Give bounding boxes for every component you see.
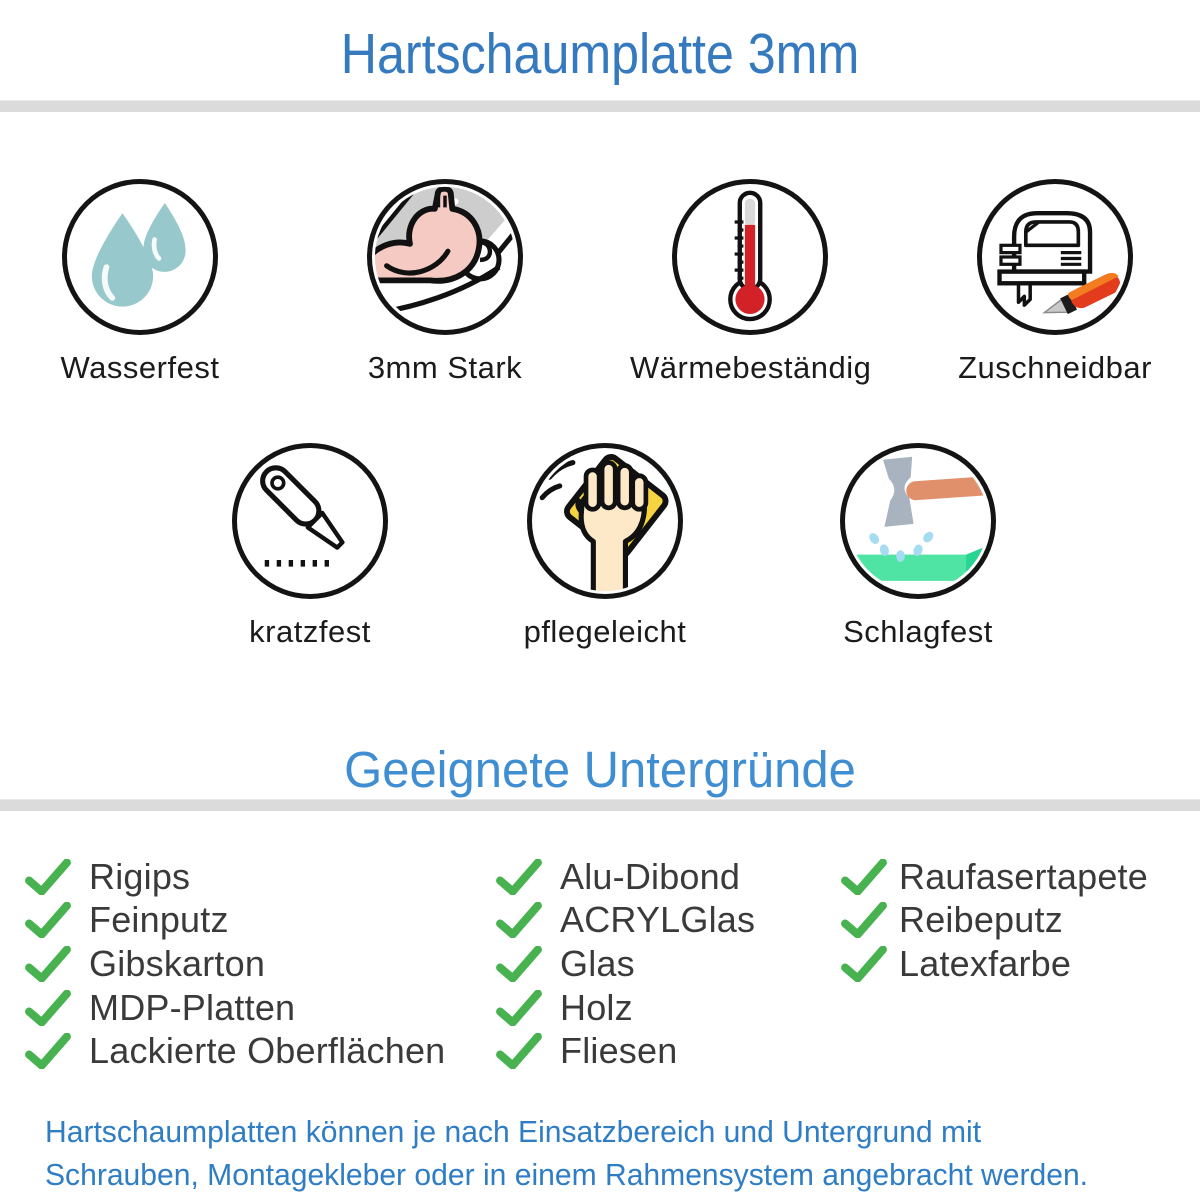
substrate-label: Latexfarbe — [899, 942, 1072, 984]
page-title: Hartschaumplatte 3mm — [340, 22, 860, 86]
checkmark-icon — [841, 946, 887, 982]
feature-waermebestaendig — [630, 179, 870, 386]
feature-label: pflegeleicht — [523, 614, 687, 649]
list-item — [496, 855, 755, 899]
checkmark-icon — [496, 902, 542, 938]
substrate-column-2 — [496, 855, 755, 1073]
utility-knife-icon — [232, 443, 388, 599]
checkmark-icon — [496, 946, 542, 982]
feature-label: Zuschneidbar — [958, 350, 1152, 385]
checkmark-icon — [25, 1033, 71, 1069]
list-item — [25, 1029, 445, 1073]
checkmark-icon — [496, 1033, 542, 1069]
list-item — [25, 855, 445, 899]
substrate-label: Gibskarton — [89, 942, 266, 984]
list-item — [496, 986, 755, 1030]
checkmark-icon — [841, 902, 887, 938]
checkmark-icon — [25, 902, 71, 938]
checkmark-icon — [25, 859, 71, 895]
section-title: Geeignete Untergründe — [344, 741, 856, 798]
feature-label: kratzfest — [249, 614, 371, 649]
list-item — [841, 899, 1148, 943]
water-drops-icon — [62, 179, 218, 335]
hand-cloth-icon — [527, 443, 683, 599]
mounting-note-line1: Hartschaumplatten können je nach Einsatzbereich und Untergrund mit — [45, 1114, 982, 1149]
feature-zuschneidbar — [935, 179, 1175, 386]
substrate-label: Holz — [560, 986, 633, 1028]
substrate-label: MDP-Platten — [89, 986, 296, 1028]
substrate-label: Raufasertapete — [899, 855, 1148, 897]
feature-label: Wasserfest — [60, 350, 220, 385]
checkmark-icon — [496, 990, 542, 1026]
mounting-note-line2: Schrauben, Montagekleber oder in einem Rahmensystem angebracht werden. — [45, 1157, 1089, 1192]
thermometer-icon — [672, 179, 828, 335]
checkmark-icon — [25, 990, 71, 1026]
list-item — [841, 855, 1148, 899]
list-item — [496, 942, 755, 986]
list-item — [496, 899, 755, 943]
feature-label: 3mm Stark — [367, 350, 523, 385]
divider-bar-top — [0, 100, 1200, 112]
feature-wasserfest — [20, 179, 260, 386]
substrate-label: Lackierte Oberflächen — [89, 1030, 446, 1072]
list-item — [25, 899, 445, 943]
list-item — [841, 942, 1148, 986]
feature-label: Wärmebeständig — [630, 350, 872, 385]
substrate-column-3 — [841, 855, 1148, 986]
flexed-arm-icon — [367, 179, 523, 335]
feature-schlagfest — [798, 443, 1038, 650]
hammer-icon — [840, 443, 996, 599]
substrate-column-1 — [25, 855, 445, 1073]
feature-pflegeleicht — [485, 443, 725, 650]
substrate-label: Glas — [560, 942, 635, 984]
substrate-label: Alu-Dibond — [560, 855, 741, 897]
feature-kratzfest — [190, 443, 430, 650]
list-item — [25, 942, 445, 986]
mounting-note — [45, 1110, 1088, 1196]
feature-label: Schlagfest — [843, 614, 993, 649]
feature-3mm-stark — [325, 179, 565, 386]
list-item — [25, 986, 445, 1030]
substrate-label: Reibeputz — [899, 899, 1063, 941]
jigsaw-and-knife-icon — [977, 179, 1133, 335]
substrate-label: ACRYLGlas — [560, 899, 756, 941]
divider-bar-bottom — [0, 799, 1200, 811]
checkmark-icon — [841, 859, 887, 895]
list-item — [496, 1029, 755, 1073]
substrate-label: Fliesen — [560, 1030, 678, 1072]
substrate-label: Feinputz — [89, 899, 229, 941]
checkmark-icon — [25, 946, 71, 982]
substrate-label: Rigips — [89, 855, 191, 897]
checkmark-icon — [496, 859, 542, 895]
